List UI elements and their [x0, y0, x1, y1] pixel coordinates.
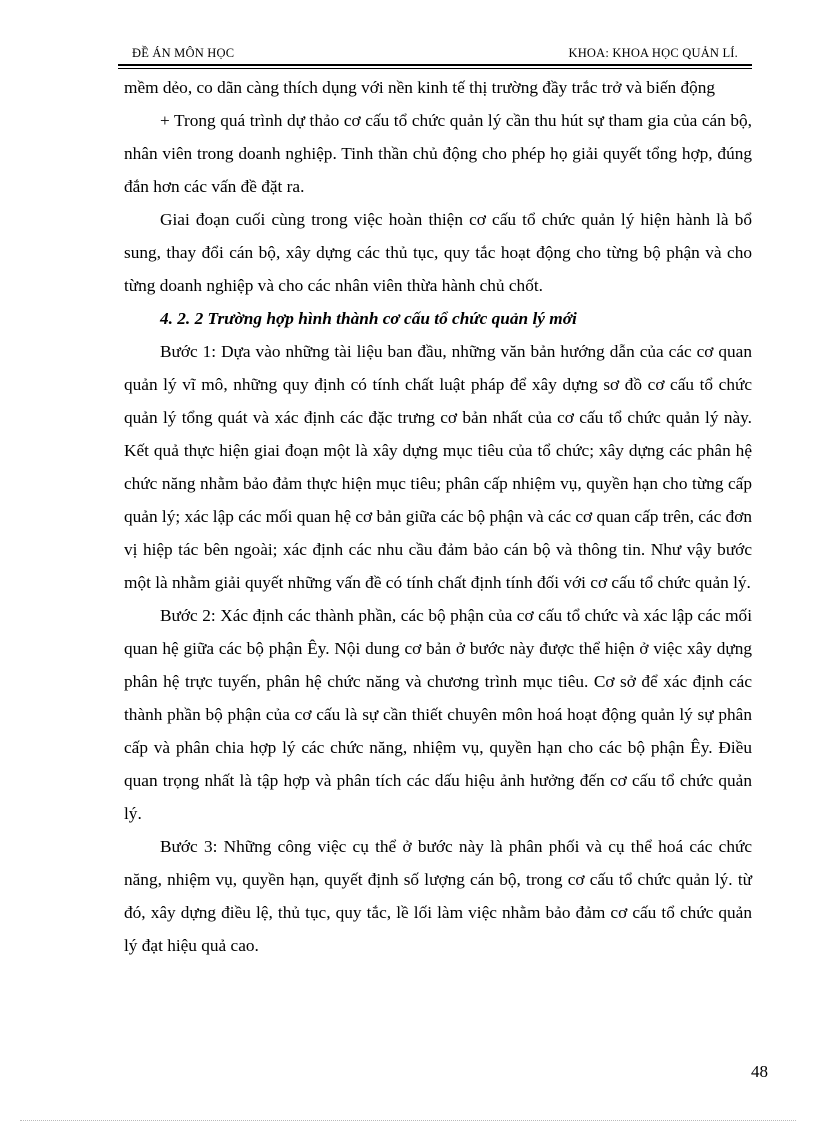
- header-faculty: KHOA: KHOA HỌC QUẢN LÍ.: [568, 46, 738, 60]
- paragraph-step-3: Bước 3: Những công việc cụ thể ở bước này là phân phối và cụ thể hoá các chức năng, nhiệm vụ, quyền hạn, quyết định số lượng cán bộ, trong cơ cấu tổ chức quản lý. từ đó, xây dựng điều lệ, thủ tục, quy tắc, lề lối làm việc nhằm bảo đảm cơ cấu tổ chức quản lý đạt hiệu quả cao.: [124, 837, 752, 955]
- page-body: [124, 71, 752, 962]
- page-header: [118, 40, 752, 62]
- bottom-divider: [20, 1120, 796, 1121]
- paragraph-step-2: Bước 2: Xác định các thành phần, các bộ phận của cơ cấu tổ chức và xác lập các mối quan hệ giữa các bộ phận Êy. Nội dung cơ bản ở bước này được thể hiện ở việc xây dựng phân hệ trực tuyến, phân hệ chức năng và chương trình mục tiêu. Cơ sở để xác định các thành phần bộ phận của cơ cấu là sự cần thiết chuyên môn hoá hoạt động quản lý sự phân cấp và phân chia hợp lý các chức năng, nhiệm vụ, quyền hạn cho các bộ phận Êy. Điều quan trọng nhất là tập hợp và phân tích các dấu hiệu ảnh hưởng đến cơ cấu tổ chức quản lý.: [124, 606, 752, 823]
- paragraph-step-1: Bước 1: Dựa vào những tài liệu ban đầu, những văn bản hướng dẫn của các cơ quan quản lý vĩ mô, những quy định có tính chất luật pháp để xây dựng sơ đồ cơ cấu tổ chức quản lý tổng quát và xác định các đặc trưng cơ bản nhất của cơ cấu tổ chức quản lý này. Kết quả thực hiện giai đoạn một là xây dựng mục tiêu của tổ chức; xây dựng các phân hệ chức năng nhằm bảo đảm thực hiện mục tiêu; phân cấp nhiệm vụ, quyền hạn cho từng cấp quản lý; xác lập các mối quan hệ cơ bản giữa các bộ phận và các cơ quan cấp trên, các đơn vị hiệp tác bên ngoài; xác định các nhu cầu đảm bảo cán bộ và thông tin. Như vậy bước một là nhằm giải quyết những vấn đề có tính chất định tính đối với cơ cấu tổ chức quản lý.: [124, 342, 752, 592]
- header-course-title: ĐỀ ÁN MÔN HỌC: [132, 46, 235, 60]
- header-rule-thick: [118, 64, 752, 66]
- paragraph-final-stage: Giai đoạn cuối cùng trong việc hoàn thiện cơ cấu tổ chức quản lý hiện hành là bổ sung, thay đổi cán bộ, xây dựng các thủ tục, quy tắc hoạt động cho từng bộ phận và cho từng doanh nghiệp và cho các nhân viên thừa hành chủ chốt.: [124, 210, 752, 295]
- page-number: 48: [751, 1062, 768, 1081]
- header-rule-thin: [118, 68, 752, 69]
- paragraph-participation: + Trong quá trình dự thảo cơ cấu tổ chức quản lý cần thu hút sự tham gia của cán bộ, nhân viên trong doanh nghiệp. Tinh thần chủ động cho phép họ giải quyết tổng hợp, đúng đắn hơn các vấn đề đặt ra.: [124, 111, 752, 196]
- paragraph-continuation: mềm dẻo, co dãn càng thích dụng với nền kinh tế thị trường đầy trắc trở và biến động: [124, 78, 716, 97]
- section-heading: 4. 2. 2 Trường hợp hình thành cơ cấu tổ chức quản lý mới: [160, 309, 577, 328]
